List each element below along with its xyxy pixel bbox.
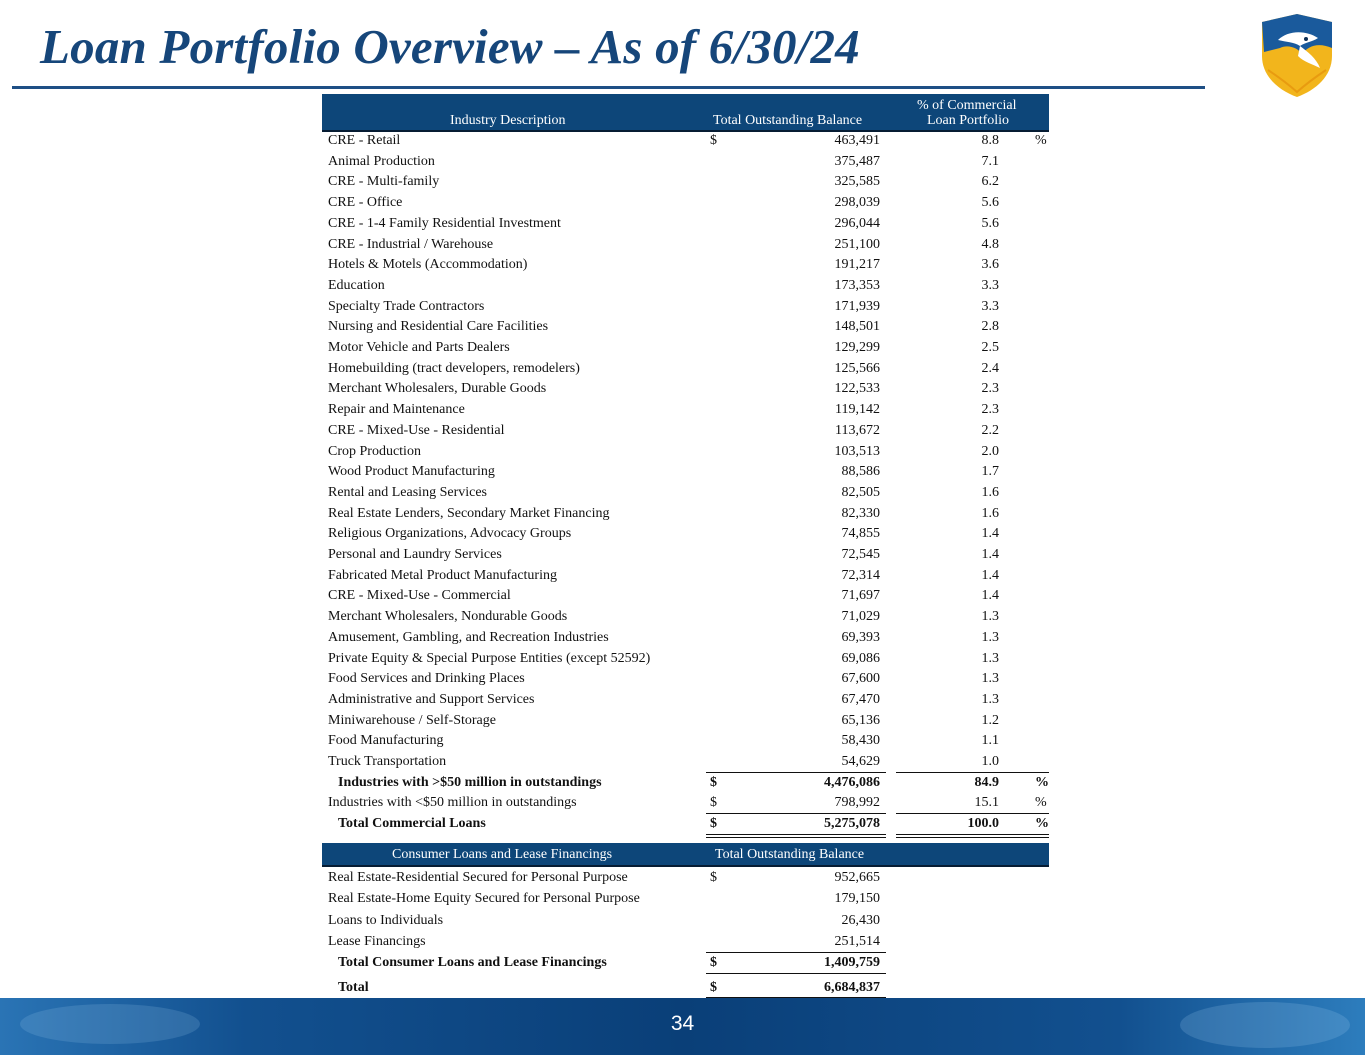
total-commercial-row: [322, 814, 1049, 834]
row-balance: 463,491: [834, 133, 880, 148]
consumer-row: [322, 868, 1049, 888]
dollar-sign: $: [710, 955, 717, 970]
row-label: Total: [338, 980, 369, 995]
industry-row: [322, 276, 1049, 296]
row-balance: 129,299: [834, 340, 880, 355]
row-balance: 191,217: [834, 257, 880, 272]
row-label: CRE - Mixed-Use - Commercial: [328, 588, 511, 603]
consumer-balance-header: Total Outstanding Balance: [715, 847, 865, 862]
row-balance: 325,585: [834, 174, 880, 189]
row-balance: 125,566: [834, 361, 880, 376]
row-balance: 26,430: [841, 913, 880, 928]
row-balance: 798,992: [834, 795, 880, 810]
row-label: CRE - Industrial / Warehouse: [328, 237, 494, 252]
row-balance: 58,430: [841, 733, 880, 748]
row-percent: 1.6: [981, 485, 999, 500]
dollar-sign: $: [710, 133, 717, 148]
subtotal-under-50m-row: [322, 793, 1049, 813]
title-divider: [12, 86, 1205, 89]
row-label: Merchant Wholesalers, Nondurable Goods: [328, 609, 568, 624]
consumer-table-header: [322, 843, 1049, 867]
row-label: Education: [328, 278, 385, 293]
row-percent: 5.6: [981, 216, 999, 231]
industry-row: [322, 255, 1049, 275]
row-percent: 1.3: [981, 692, 999, 707]
row-label: Motor Vehicle and Parts Dealers: [328, 340, 510, 355]
row-label: Lease Financings: [328, 934, 426, 949]
industry-row: [322, 669, 1049, 689]
industry-row: [322, 214, 1049, 234]
row-balance: 1,409,759: [824, 955, 880, 970]
row-label: CRE - Retail: [328, 133, 401, 148]
industry-row: [322, 504, 1049, 524]
row-percent: 4.8: [981, 237, 999, 252]
row-label: Food Services and Drinking Places: [328, 671, 525, 686]
row-balance: 113,672: [835, 423, 880, 438]
page-number: 34: [670, 1012, 695, 1035]
row-balance: 54,629: [841, 754, 880, 769]
row-balance: 952,665: [834, 870, 880, 885]
row-balance: 179,150: [834, 891, 880, 906]
row-percent: 6.2: [981, 174, 999, 189]
industry-row: [322, 483, 1049, 503]
row-label: CRE - Office: [328, 195, 403, 210]
row-label: Real Estate-Home Equity Secured for Personal Purpose: [328, 891, 640, 906]
row-balance: 103,513: [834, 444, 880, 459]
row-label: Crop Production: [328, 444, 421, 459]
row-balance: 71,029: [841, 609, 880, 624]
row-percent: 1.4: [981, 526, 999, 541]
row-balance: 375,487: [834, 154, 880, 169]
industry-row: [322, 131, 1049, 151]
industry-row: [322, 421, 1049, 441]
industry-row: [322, 338, 1049, 358]
row-percent: 7.1: [981, 154, 999, 169]
industry-row: [322, 152, 1049, 172]
industry-row: [322, 649, 1049, 669]
row-balance: 251,100: [834, 237, 880, 252]
row-percent: 3.3: [981, 299, 999, 314]
row-percent: 100.0: [967, 816, 999, 831]
row-label: Religious Organizations, Advocacy Groups: [328, 526, 572, 541]
row-balance: 119,142: [835, 402, 880, 417]
row-label: Truck Transportation: [328, 754, 447, 769]
industry-row: [322, 379, 1049, 399]
row-label: Animal Production: [328, 154, 435, 169]
row-percent: 8.8: [981, 133, 999, 148]
row-balance: 74,855: [841, 526, 880, 541]
industry-row: [322, 359, 1049, 379]
row-percent: 2.2: [981, 423, 999, 438]
industry-row: [322, 172, 1049, 192]
row-label: Miniwarehouse / Self-Storage: [328, 713, 496, 728]
row-percent: 2.8: [981, 319, 999, 334]
industry-row: [322, 566, 1049, 586]
row-label: Fabricated Metal Product Manufacturing: [328, 568, 557, 583]
row-balance: 82,505: [841, 485, 880, 500]
industry-row: [322, 297, 1049, 317]
industry-row: [322, 731, 1049, 751]
dollar-sign: $: [710, 870, 717, 885]
dollar-sign: $: [710, 816, 717, 831]
commercial-table-header: [322, 94, 1049, 132]
row-balance: 296,044: [834, 216, 880, 231]
pct-column-header-line2: Loan Portfolio: [927, 113, 1010, 128]
row-label: Real Estate Lenders, Secondary Market Financing: [328, 506, 610, 521]
consumer-category-header: Consumer Loans and Lease Financings: [392, 847, 613, 862]
row-percent: 2.0: [981, 444, 999, 459]
subtotal-over-50m-row: [322, 773, 1049, 793]
pct-column-header-line1: % of Commercial: [917, 98, 1017, 113]
row-label: Industries with <$50 million in outstandings: [328, 795, 577, 810]
row-label: Homebuilding (tract developers, remodelers): [328, 361, 580, 376]
row-percent: 2.5: [981, 340, 999, 355]
row-percent: 84.9: [974, 775, 999, 790]
row-percent: 1.3: [981, 609, 999, 624]
row-label: Private Equity & Special Purpose Entities (except 52592): [328, 651, 651, 666]
row-balance: 298,039: [834, 195, 880, 210]
row-balance: 69,393: [841, 630, 880, 645]
industry-row: [322, 607, 1049, 627]
row-balance: 65,136: [841, 713, 880, 728]
row-percent: 1.0: [981, 754, 999, 769]
industry-row: [322, 586, 1049, 606]
industry-row: [322, 235, 1049, 255]
row-label: CRE - 1-4 Family Residential Investment: [328, 216, 561, 231]
grand-total-row: [322, 978, 1049, 998]
row-percent: 1.4: [981, 588, 999, 603]
dollar-sign: $: [710, 980, 717, 995]
row-balance: 6,684,837: [824, 980, 880, 995]
row-label: Administrative and Support Services: [328, 692, 535, 707]
row-label: Wood Product Manufacturing: [328, 464, 495, 479]
row-percent: 1.3: [981, 671, 999, 686]
row-label: CRE - Multi-family: [328, 174, 440, 189]
industry-row: [322, 193, 1049, 213]
row-label: Hotels & Motels (Accommodation): [328, 257, 528, 272]
percent-sign: %: [1035, 816, 1049, 831]
industry-row: [322, 711, 1049, 731]
row-label: Total Consumer Loans and Lease Financings: [338, 955, 607, 970]
row-percent: 3.6: [981, 257, 999, 272]
row-percent: 1.7: [981, 464, 999, 479]
industry-row: [322, 524, 1049, 544]
consumer-row: [322, 889, 1049, 909]
underline-rule: [706, 973, 886, 974]
row-percent: 1.3: [981, 651, 999, 666]
row-label: Nursing and Residential Care Facilities: [328, 319, 549, 334]
row-label: Amusement, Gambling, and Recreation Industries: [328, 630, 609, 645]
row-balance: 71,697: [841, 588, 880, 603]
row-percent: 1.4: [981, 547, 999, 562]
underline-rule: [706, 834, 886, 838]
row-label: Merchant Wholesalers, Durable Goods: [328, 381, 547, 396]
row-percent: 1.4: [981, 568, 999, 583]
row-balance: 82,330: [841, 506, 880, 521]
eagle-shield-icon: [1258, 12, 1336, 98]
row-label: Total Commercial Loans: [338, 816, 486, 831]
dollar-sign: $: [710, 795, 717, 810]
row-balance: 72,314: [841, 568, 880, 583]
row-balance: 67,600: [841, 671, 880, 686]
row-balance: 251,514: [834, 934, 880, 949]
balance-column-header: Total Outstanding Balance: [713, 113, 863, 128]
row-percent: 15.1: [974, 795, 999, 810]
industry-row: [322, 317, 1049, 337]
row-balance: 4,476,086: [824, 775, 880, 790]
total-consumer-row: [322, 953, 1049, 973]
row-percent: 2.4: [981, 361, 999, 376]
row-label: Personal and Laundry Services: [328, 547, 502, 562]
industry-row: [322, 628, 1049, 648]
industry-row: [322, 752, 1049, 772]
row-balance: 171,939: [834, 299, 880, 314]
industry-row: [322, 545, 1049, 565]
row-label: CRE - Mixed-Use - Residential: [328, 423, 505, 438]
industry-row: [322, 400, 1049, 420]
row-percent: 2.3: [981, 381, 999, 396]
percent-sign: %: [1035, 133, 1047, 148]
industry-row: [322, 442, 1049, 462]
row-label: Real Estate-Residential Secured for Personal Purpose: [328, 870, 628, 885]
row-balance: 5,275,078: [824, 816, 880, 831]
consumer-row: [322, 911, 1049, 931]
percent-sign: %: [1035, 775, 1049, 790]
row-label: Rental and Leasing Services: [328, 485, 488, 500]
row-balance: 88,586: [841, 464, 880, 479]
dollar-sign: $: [710, 775, 717, 790]
row-balance: 69,086: [841, 651, 880, 666]
row-balance: 67,470: [841, 692, 880, 707]
row-percent: 3.3: [981, 278, 999, 293]
row-percent: 1.3: [981, 630, 999, 645]
row-label: Loans to Individuals: [328, 913, 444, 928]
row-balance: 72,545: [841, 547, 880, 562]
page-title: Loan Portfolio Overview – As of 6/30/24: [40, 19, 860, 74]
row-balance: 148,501: [834, 319, 880, 334]
row-label: Food Manufacturing: [328, 733, 444, 748]
consumer-row: [322, 932, 1049, 952]
row-percent: 2.3: [981, 402, 999, 417]
percent-sign: %: [1035, 795, 1047, 810]
industry-column-header: Industry Description: [450, 113, 566, 128]
underline-rule: [896, 834, 1049, 838]
row-label: Industries with >$50 million in outstandings: [338, 775, 602, 790]
row-percent: 1.6: [981, 506, 999, 521]
row-percent: 5.6: [981, 195, 999, 210]
industry-row: [322, 690, 1049, 710]
row-label: Repair and Maintenance: [328, 402, 465, 417]
row-percent: 1.2: [981, 713, 999, 728]
row-balance: 122,533: [834, 381, 880, 396]
row-balance: 173,353: [834, 278, 880, 293]
row-label: Specialty Trade Contractors: [328, 299, 485, 314]
row-percent: 1.1: [981, 733, 999, 748]
industry-row: [322, 462, 1049, 482]
